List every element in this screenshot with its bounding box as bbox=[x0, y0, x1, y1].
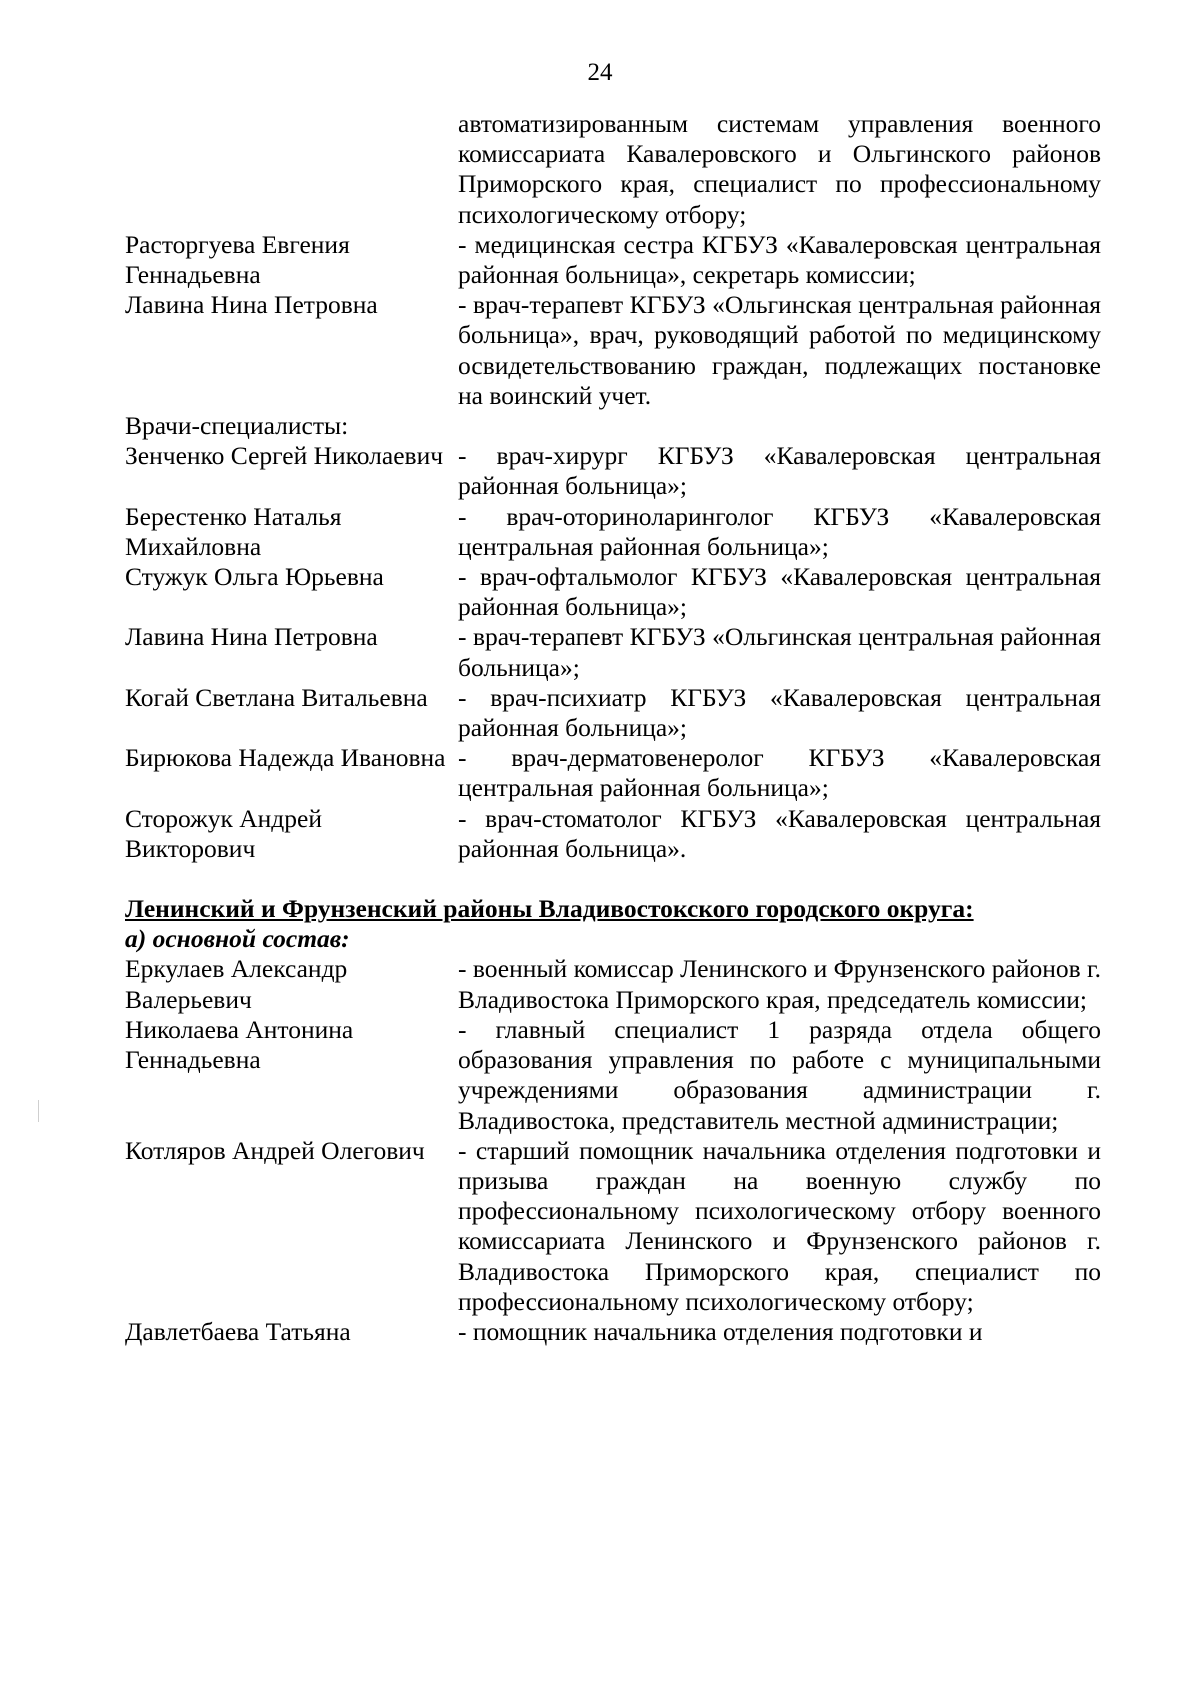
doctor-duty: - врач-оториноларинголог КГБУЗ «Кавалеровская центральная районная больница»; bbox=[458, 501, 1101, 561]
member-row bbox=[125, 290, 1101, 411]
doctor-row bbox=[125, 622, 1101, 682]
member-row bbox=[125, 230, 1101, 290]
member-name: Лавина Нина Петровна bbox=[125, 290, 378, 320]
member-row bbox=[125, 1317, 1101, 1347]
page-number: 24 bbox=[587, 59, 613, 86]
doctor-name: Зенченко Сергей Николаевич bbox=[125, 441, 444, 471]
commission-list bbox=[125, 109, 1101, 1347]
margin-mark bbox=[38, 1100, 39, 1122]
member-name: Расторгуева Евгения Геннадьевна bbox=[125, 229, 350, 290]
doctor-name: Лавина Нина Петровна bbox=[125, 622, 378, 652]
member-duty: - врач-терапевт КГБУЗ «Ольгинская центральная районная больница», врач, руководящий работой по медицинскому освидетельствованию граждан, подлежащих постановке на воинский учет. bbox=[458, 290, 1101, 410]
doctor-row bbox=[125, 441, 1101, 501]
doctor-row bbox=[125, 743, 1101, 803]
doctor-row bbox=[125, 683, 1101, 743]
continuation-duty: автоматизированным системам управления военного комиссариата Кавалеровского и Ольгинского районов Приморского края, специалист по профессиональному психологическому отбору; bbox=[458, 109, 1101, 229]
member-duty: - помощник начальника отделения подготовки и bbox=[458, 1316, 983, 1346]
doctor-name: Когай Светлана Витальевна bbox=[125, 682, 428, 712]
subsection-title: а) основной состав: bbox=[125, 924, 350, 954]
member-name: Давлетбаева Татьяна bbox=[125, 1316, 351, 1346]
doctor-duty: - врач-офтальмолог КГБУЗ «Кавалеровская центральная районная больница»; bbox=[458, 562, 1101, 622]
doctor-duty: - врач-хирург КГБУЗ «Кавалеровская центральная районная больница»; bbox=[458, 441, 1101, 501]
doctor-duty: - врач-психиатр КГБУЗ «Кавалеровская центральная районная больница»; bbox=[458, 682, 1101, 743]
member-row bbox=[125, 1015, 1101, 1136]
member-duty: - медицинская сестра КГБУЗ «Кавалеровская центральная районная больница», секретарь комиссии; bbox=[458, 229, 1101, 290]
member-name: Николаева Антонина Геннадьевна bbox=[125, 1014, 354, 1075]
doctor-row bbox=[125, 502, 1101, 562]
member-duty: - главный специалист 1 разряда отдела общего образования управления по работе с муниципальными учреждениями образования администрации г. Владивостока, представитель местной администрации; bbox=[458, 1014, 1101, 1135]
member-name: Еркулаев Александр Валерьевич bbox=[125, 954, 348, 1014]
doctor-name: Бирюкова Надежда Ивановна bbox=[125, 743, 446, 773]
member-name: Котляров Андрей Олегович bbox=[125, 1135, 425, 1165]
member-duty: - старший помощник начальника отделения подготовки и призыва граждан на военную службу по профессиональному психологическому отбору военного комиссариата Ленинского и Фрунзенского районов г. Владивостока Приморского края, специалист по профессиональному психологическому отбору; bbox=[458, 1135, 1101, 1316]
doctor-duty: - врач-стоматолог КГБУЗ «Кавалеровская центральная районная больница». bbox=[458, 803, 1101, 863]
member-row bbox=[125, 954, 1101, 1014]
doctor-duty: - врач-терапевт КГБУЗ «Ольгинская центральная районная больница»; bbox=[458, 622, 1101, 682]
section-title: Ленинский и Фрунзенский районы Владивостокского городского округа: bbox=[125, 894, 974, 924]
doctor-name: Сторожук Андрей Викторович bbox=[125, 803, 322, 863]
doctor-duty: - врач-дерматовенеролог КГБУЗ «Кавалеровская центральная районная больница»; bbox=[458, 743, 1101, 803]
member-row bbox=[125, 1136, 1101, 1317]
doctor-row bbox=[125, 562, 1101, 622]
doctor-name: Берестенко Наталья Михайловна bbox=[125, 501, 342, 561]
doctors-label: Врачи-специалисты: bbox=[125, 411, 349, 441]
member-duty: - военный комиссар Ленинского и Фрунзенского районов г. Владивостока Приморского края, председатель комиссии; bbox=[458, 954, 1101, 1014]
doctor-row bbox=[125, 804, 1101, 864]
doctor-name: Стужук Ольга Юрьевна bbox=[125, 562, 384, 592]
continuation-row bbox=[125, 109, 1101, 230]
